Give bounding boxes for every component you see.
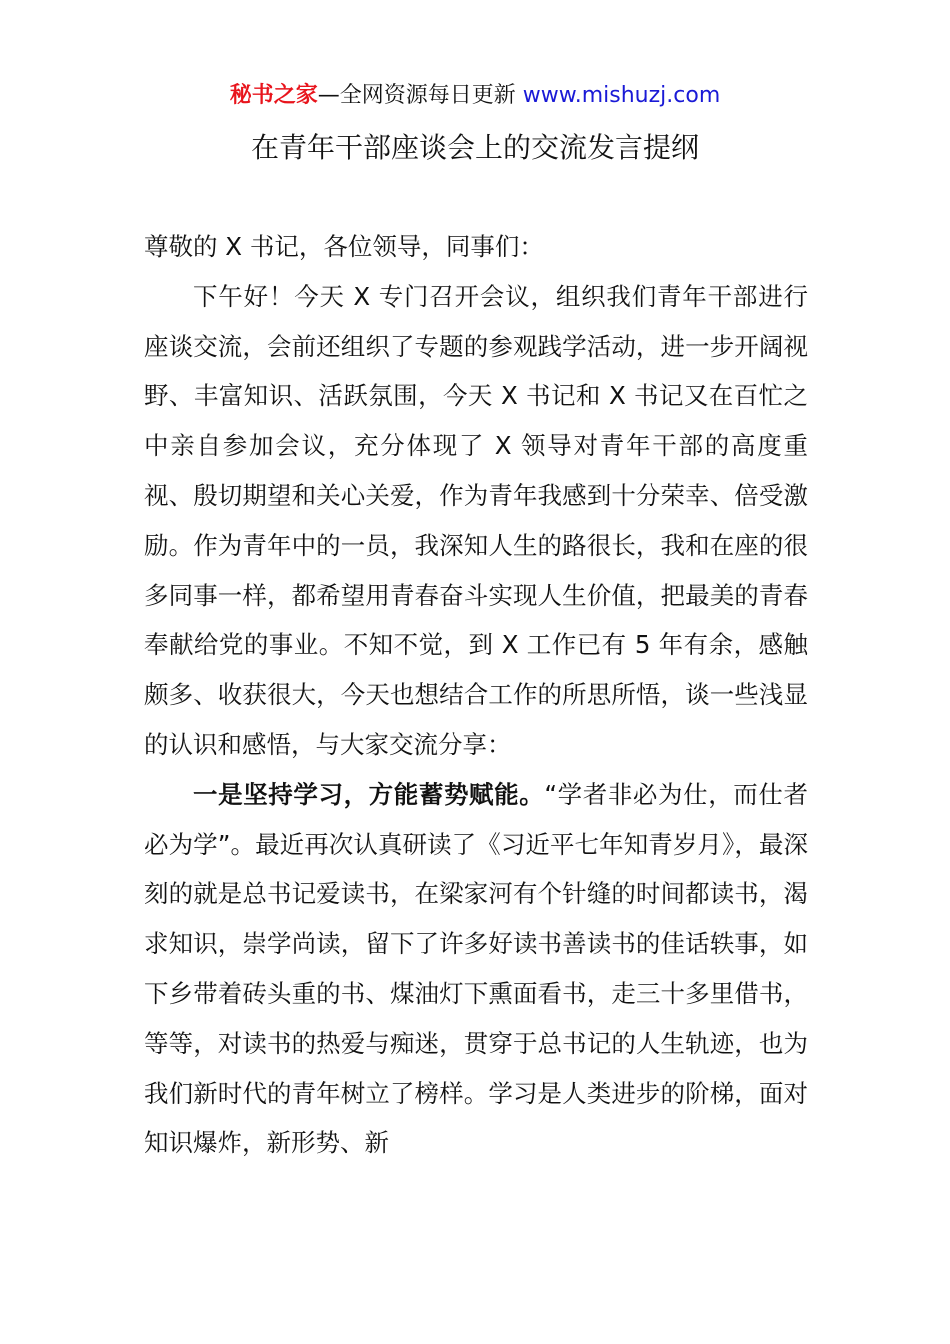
document-body — [144, 222, 808, 1168]
site-tagline: —全网资源每日更新 — [317, 83, 523, 108]
site-url-link[interactable]: www.mishuzj.com — [522, 83, 721, 108]
paragraph-point-one — [144, 770, 808, 1168]
paragraph-opening: 下午好！今天 X 专门召开会议，组织我们青年干部进行座谈交流，会前还组织了专题的参观践学活动，进一步开阔视野、丰富知识、活跃氛围，今天 X 书记和 X 书记又在百忙之中亲自参加会议，充分体现了 X 领导对青年干部的高度重视、殷切期望和关心关爱，作为青年我感到十分荣幸、倍受激励。作为青年中的一员，我深知人生的路很长，我和在座的很多同事一样，都希望用青春奋斗实现人生价值，把最美的青春奉献给党的事业。不知不觉，到 X 工作已有 5 年有余，感触颇多、收获很大，今天也想结合工作的所思所悟，谈一些浅显的认识和感悟，与大家交流分享： — [144, 281, 808, 759]
site-brand: 秘书之家 — [229, 83, 318, 108]
point-one-lead: 一是坚持学习，方能蓄势赋能。 — [193, 779, 545, 809]
point-one-text: “学者非必为仕，而仕者必为学”。最近再次认真研读了《习近平七年知青岁月》，最深刻的就是总书记爱读书，在梁家河有个针缝的时间都读书，渴求知识，崇学尚读，留下了许多好读书善读书的佳话轶事，如下乡带着砖头重的书、煤油灯下熏面看书，走三十多里借书，等等，对读书的热爱与痴迷，贯穿于总书记的人生轨迹，也为我们新时代的青年树立了榜样。学习是人类进步的阶梯，面对知识爆炸，新形势、新 — [144, 779, 808, 1158]
salutation: 尊敬的 X 书记，各位领导，同事们： — [144, 232, 544, 261]
document-title: 在青年干部座谈会上的交流发言提纲 — [250, 131, 699, 164]
site-header — [0, 80, 950, 112]
